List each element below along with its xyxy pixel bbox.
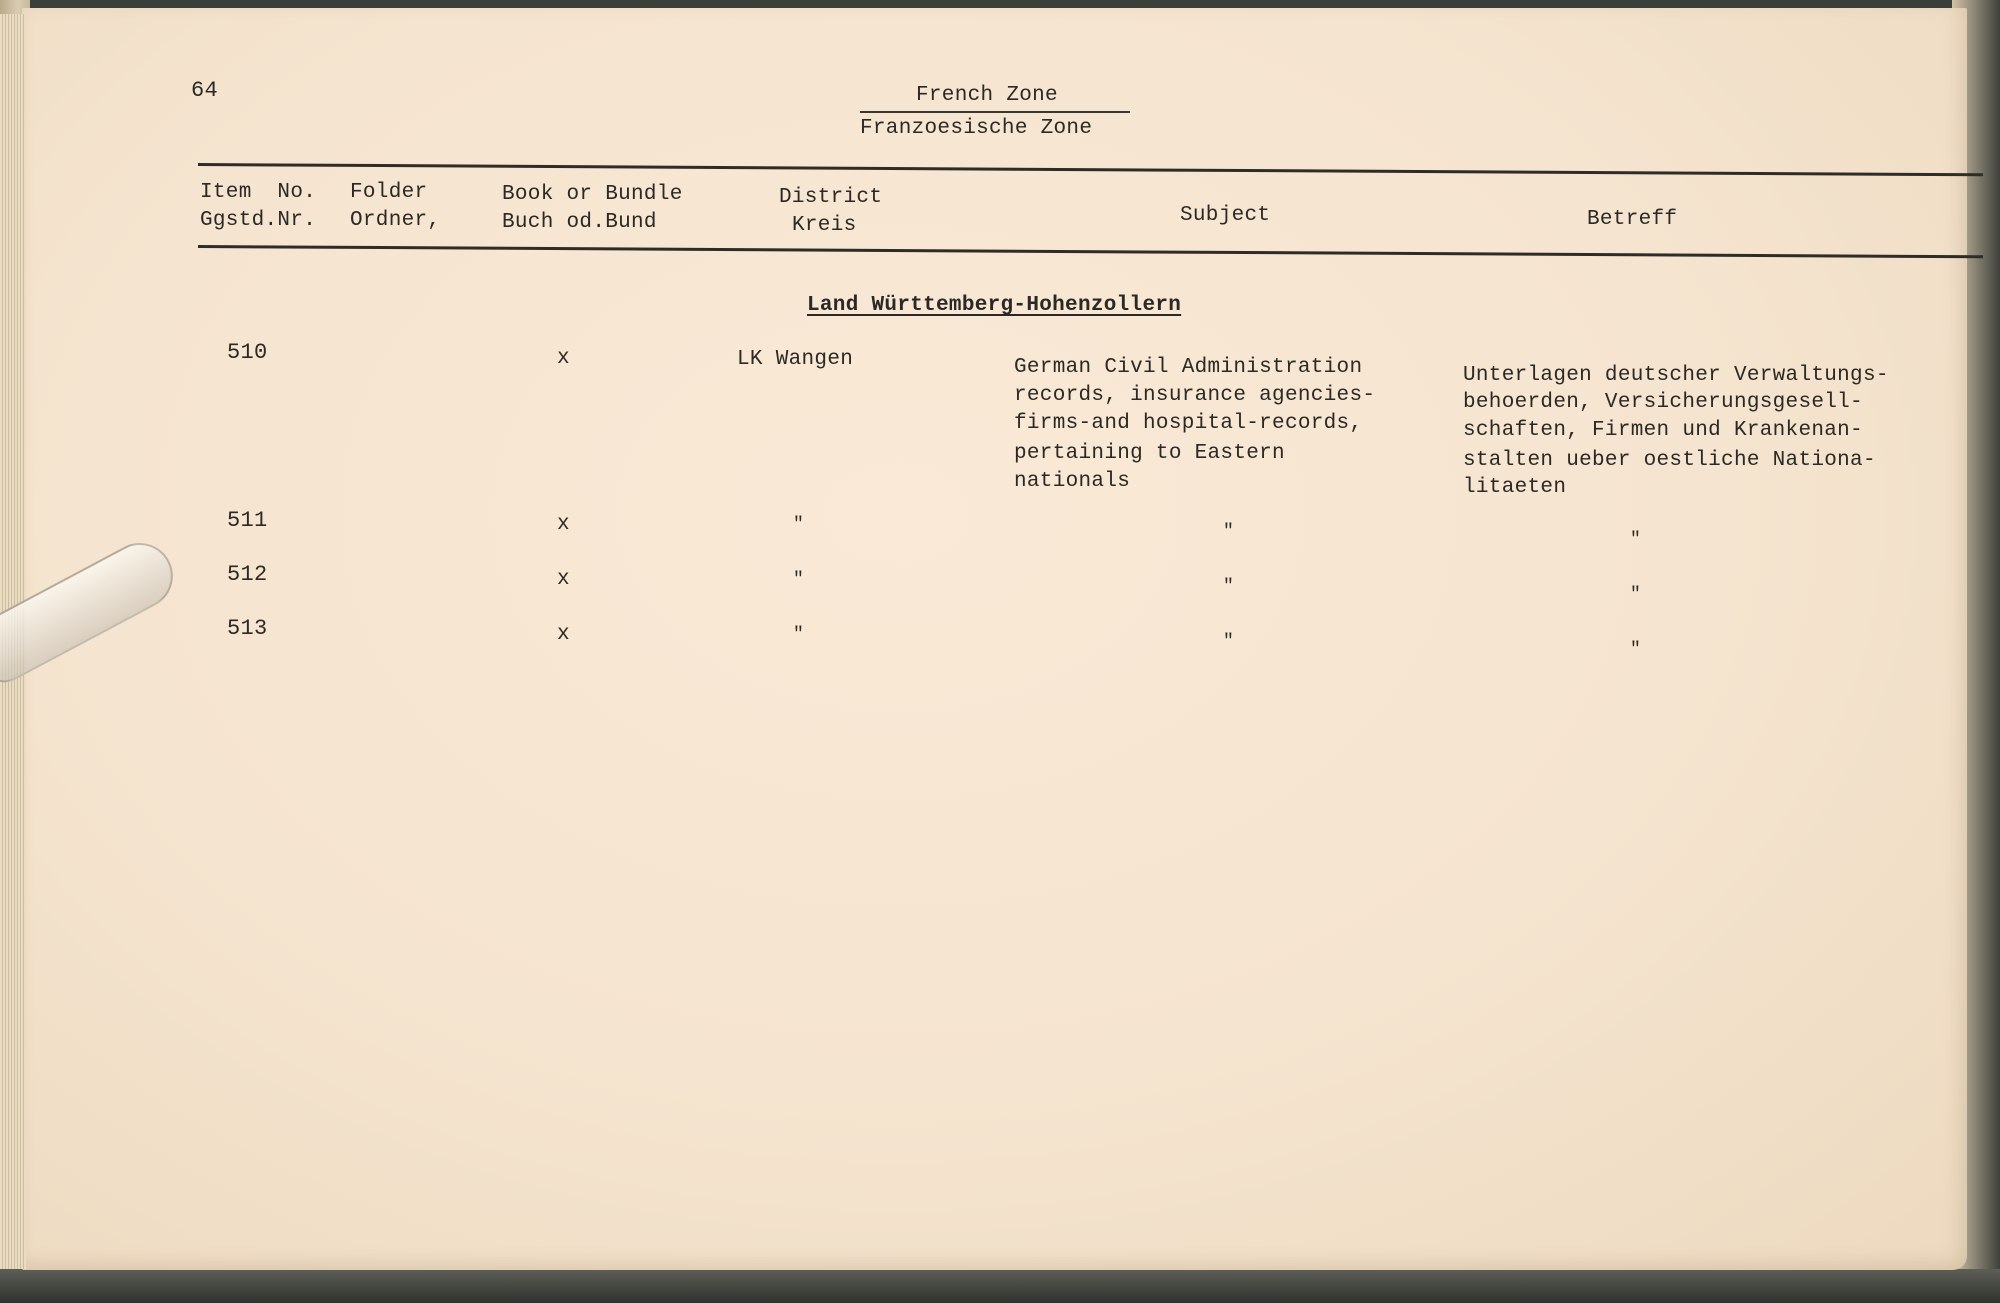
row-book-mark: x [557, 568, 570, 591]
row-betreff-ditto: " [1630, 530, 1642, 550]
row-subject-line: German Civil Administration [1014, 356, 1363, 379]
header-book-or-bundle: Book or Bundle [502, 183, 683, 206]
zone-title-german: Franzoesische Zone [860, 117, 1093, 140]
row-betreff-ditto: " [1630, 585, 1642, 605]
row-district-ditto: " [793, 515, 805, 535]
row-betreff-line: Unterlagen deutscher Verwaltungs- [1463, 364, 1889, 387]
header-item-no: Item No. [200, 181, 317, 204]
row-betreff-line: schaften, Firmen und Krankenan- [1463, 419, 1863, 442]
row-betreff-line: stalten ueber oestliche Nationa- [1463, 449, 1876, 472]
row-betreff-line: litaeten [1463, 476, 1567, 499]
row-subject-line: nationals [1014, 470, 1131, 493]
header-kreis: Kreis [792, 214, 857, 237]
row-book-mark: x [557, 513, 570, 536]
row-book-mark: x [557, 623, 570, 646]
row-item-number: 513 [227, 616, 268, 641]
header-folder: Folder [350, 181, 428, 204]
row-item-number: 512 [227, 562, 268, 587]
zone-title-underline [860, 111, 1130, 113]
row-subject-line: pertaining to Eastern [1014, 442, 1285, 465]
row-subject-line: firms-and hospital-records, [1014, 412, 1363, 435]
header-district: District [779, 186, 883, 209]
row-item-number: 510 [227, 340, 268, 365]
row-subject-ditto: " [1223, 522, 1235, 542]
row-book-mark: x [557, 347, 570, 370]
row-subject-line: records, insurance agencies- [1014, 384, 1376, 407]
row-district-ditto: " [793, 570, 805, 590]
scan-bottom-edge [0, 1269, 2000, 1303]
header-buch-od-bund: Buch od.Bund [502, 211, 657, 234]
header-ggstd-nr: Ggstd.Nr. [200, 209, 317, 232]
header-ordner: Ordner, [350, 209, 441, 232]
row-subject-ditto: " [1223, 632, 1235, 652]
row-subject-ditto: " [1223, 577, 1235, 597]
zone-title-english: French Zone [916, 84, 1058, 107]
row-district: LK Wangen [737, 348, 854, 371]
row-betreff-line: behoerden, Versicherungsgesell- [1463, 391, 1863, 414]
row-item-number: 511 [227, 508, 268, 533]
page-number: 64 [191, 78, 219, 103]
row-district-ditto: " [793, 625, 805, 645]
header-subject: Subject [1180, 204, 1271, 227]
row-betreff-ditto: " [1630, 640, 1642, 660]
header-betreff: Betreff [1587, 208, 1678, 231]
section-title: Land Württemberg-Hohenzollern [807, 294, 1182, 317]
